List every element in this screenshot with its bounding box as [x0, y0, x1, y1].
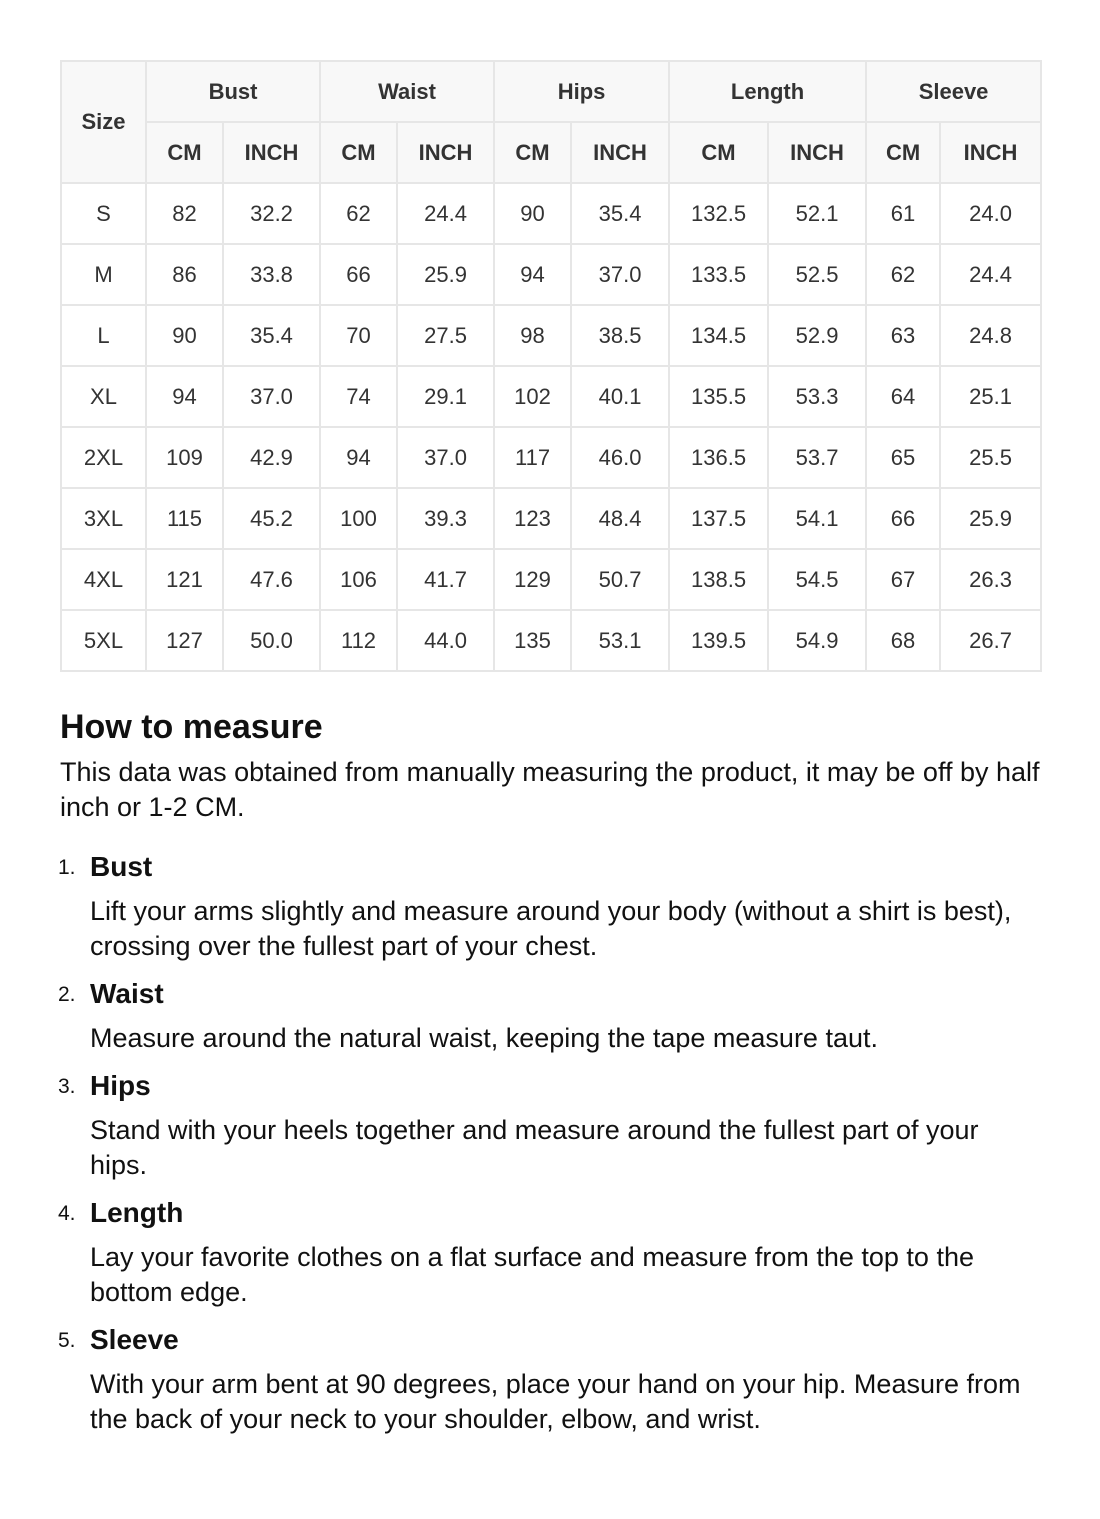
- table-row: [61, 610, 1041, 671]
- unit-header: INCH: [571, 122, 669, 183]
- unit-header: CM: [320, 122, 397, 183]
- measurement-cell: 94: [320, 427, 397, 488]
- measurement-cell: 50.0: [223, 610, 320, 671]
- measurement-cell: 40.1: [571, 366, 669, 427]
- measure-step-waist: [60, 978, 1040, 1056]
- measurement-cell: 112: [320, 610, 397, 671]
- measurement-cell: 48.4: [571, 488, 669, 549]
- measure-step-bust: [60, 851, 1040, 964]
- measurement-cell: 90: [146, 305, 223, 366]
- measurement-cell: 44.0: [397, 610, 494, 671]
- measurement-cell: 53.3: [768, 366, 866, 427]
- unit-header: CM: [146, 122, 223, 183]
- group-header-hips: Hips: [494, 61, 669, 122]
- table-body: [61, 183, 1041, 671]
- table-header: [61, 61, 1041, 183]
- measurement-cell: 37.0: [397, 427, 494, 488]
- measurement-cell: 42.9: [223, 427, 320, 488]
- measure-step-sleeve: [60, 1324, 1040, 1437]
- measurement-cell: 52.9: [768, 305, 866, 366]
- measurement-cell: 26.3: [940, 549, 1041, 610]
- measurement-cell: 129: [494, 549, 571, 610]
- size-cell: 4XL: [61, 549, 146, 610]
- group-header-waist: Waist: [320, 61, 494, 122]
- table-row: [61, 549, 1041, 610]
- measurement-cell: 25.9: [397, 244, 494, 305]
- measurement-cell: 25.1: [940, 366, 1041, 427]
- measurement-cell: 139.5: [669, 610, 768, 671]
- size-cell: 3XL: [61, 488, 146, 549]
- measurement-cell: 94: [494, 244, 571, 305]
- step-number: 2.: [58, 983, 76, 1006]
- table-row: [61, 427, 1041, 488]
- measurement-cell: 135: [494, 610, 571, 671]
- measurement-cell: 25.5: [940, 427, 1041, 488]
- header-group-row: [61, 61, 1041, 122]
- measurement-cell: 74: [320, 366, 397, 427]
- measurement-cell: 66: [866, 488, 940, 549]
- step-number: 4.: [58, 1202, 76, 1225]
- unit-header: INCH: [223, 122, 320, 183]
- measurement-cell: 38.5: [571, 305, 669, 366]
- measurement-cell: 24.4: [397, 183, 494, 244]
- measurement-cell: 27.5: [397, 305, 494, 366]
- measurement-cell: 63: [866, 305, 940, 366]
- measurement-cell: 47.6: [223, 549, 320, 610]
- measurement-cell: 52.5: [768, 244, 866, 305]
- measurement-cell: 132.5: [669, 183, 768, 244]
- step-title: Waist: [90, 978, 164, 1009]
- step-number: 1.: [58, 856, 76, 879]
- table-row: [61, 366, 1041, 427]
- measurement-cell: 137.5: [669, 488, 768, 549]
- group-header-length: Length: [669, 61, 866, 122]
- measurement-cell: 24.4: [940, 244, 1041, 305]
- measurement-cell: 54.1: [768, 488, 866, 549]
- group-header-bust: Bust: [146, 61, 320, 122]
- unit-header: INCH: [940, 122, 1041, 183]
- measurement-cell: 37.0: [223, 366, 320, 427]
- table-row: [61, 488, 1041, 549]
- measurement-cell: 45.2: [223, 488, 320, 549]
- size-cell: 5XL: [61, 610, 146, 671]
- table-row: [61, 305, 1041, 366]
- step-description: Measure around the natural waist, keeping the tape measure taut.: [90, 1023, 878, 1053]
- header-unit-row: [61, 122, 1041, 183]
- measurement-cell: 62: [866, 244, 940, 305]
- size-cell: 2XL: [61, 427, 146, 488]
- measurement-cell: 70: [320, 305, 397, 366]
- size-cell: L: [61, 305, 146, 366]
- table-row: [61, 183, 1041, 244]
- measurement-cell: 109: [146, 427, 223, 488]
- measurement-cell: 53.1: [571, 610, 669, 671]
- size-cell: XL: [61, 366, 146, 427]
- group-header-sleeve: Sleeve: [866, 61, 1041, 122]
- step-title: Sleeve: [90, 1324, 179, 1355]
- measurement-cell: 26.7: [940, 610, 1041, 671]
- measurement-cell: 46.0: [571, 427, 669, 488]
- measurement-cell: 52.1: [768, 183, 866, 244]
- measurement-cell: 100: [320, 488, 397, 549]
- size-cell: M: [61, 244, 146, 305]
- measurement-cell: 32.2: [223, 183, 320, 244]
- step-description: Stand with your heels together and measure around the fullest part of your hips.: [90, 1115, 979, 1180]
- measurement-cell: 29.1: [397, 366, 494, 427]
- measurement-cell: 66: [320, 244, 397, 305]
- size-cell: S: [61, 183, 146, 244]
- step-description: Lift your arms slightly and measure around your body (without a shirt is best), crossing over the fullest part of your chest.: [90, 896, 1012, 961]
- measurement-cell: 50.7: [571, 549, 669, 610]
- step-description: Lay your favorite clothes on a flat surface and measure from the top to the bottom edge.: [90, 1242, 974, 1307]
- measurement-cell: 138.5: [669, 549, 768, 610]
- how-to-measure-title: How to measure: [60, 708, 323, 746]
- measurement-cell: 121: [146, 549, 223, 610]
- measure-intro-text: This data was obtained from manually measuring the product, it may be off by half inch or 1-2 CM.: [60, 757, 1040, 822]
- measurement-cell: 61: [866, 183, 940, 244]
- measurement-cell: 39.3: [397, 488, 494, 549]
- measurement-cell: 133.5: [669, 244, 768, 305]
- size-chart-table: [60, 60, 1042, 672]
- measurement-cell: 94: [146, 366, 223, 427]
- measurement-cell: 134.5: [669, 305, 768, 366]
- step-description: With your arm bent at 90 degrees, place your hand on your hip. Measure from the back of your neck to your shoulder, elbow, and wrist.: [90, 1369, 1021, 1434]
- measurement-cell: 35.4: [571, 183, 669, 244]
- size-column-header: Size: [61, 61, 146, 183]
- step-title: Length: [90, 1197, 184, 1228]
- measurement-cell: 90: [494, 183, 571, 244]
- measurement-cell: 25.9: [940, 488, 1041, 549]
- measurement-cell: 53.7: [768, 427, 866, 488]
- measurement-cell: 98: [494, 305, 571, 366]
- measurement-cell: 123: [494, 488, 571, 549]
- measurement-cell: 117: [494, 427, 571, 488]
- measurement-cell: 67: [866, 549, 940, 610]
- measure-step-length: [60, 1197, 1040, 1310]
- step-title: Hips: [90, 1070, 151, 1101]
- measurement-cell: 115: [146, 488, 223, 549]
- unit-header: INCH: [768, 122, 866, 183]
- unit-header: CM: [494, 122, 571, 183]
- measurement-cell: 64: [866, 366, 940, 427]
- measurement-cell: 41.7: [397, 549, 494, 610]
- measure-step-hips: [60, 1070, 1040, 1183]
- unit-header: CM: [669, 122, 768, 183]
- measurement-cell: 33.8: [223, 244, 320, 305]
- measurement-cell: 136.5: [669, 427, 768, 488]
- measurement-cell: 102: [494, 366, 571, 427]
- measurement-cell: 82: [146, 183, 223, 244]
- measurement-cell: 62: [320, 183, 397, 244]
- unit-header: INCH: [397, 122, 494, 183]
- measurement-cell: 127: [146, 610, 223, 671]
- step-number: 3.: [58, 1075, 76, 1098]
- measurement-cell: 24.8: [940, 305, 1041, 366]
- table-row: [61, 244, 1041, 305]
- measurement-cell: 135.5: [669, 366, 768, 427]
- step-number: 5.: [58, 1329, 76, 1352]
- step-title: Bust: [90, 851, 153, 882]
- size-guide: [60, 60, 1040, 1451]
- measurement-cell: 24.0: [940, 183, 1041, 244]
- measurement-cell: 54.5: [768, 549, 866, 610]
- measurement-cell: 68: [866, 610, 940, 671]
- measurement-cell: 54.9: [768, 610, 866, 671]
- measurement-cell: 35.4: [223, 305, 320, 366]
- measurement-cell: 65: [866, 427, 940, 488]
- unit-header: CM: [866, 122, 940, 183]
- measure-steps-list: [60, 851, 1040, 1437]
- measurement-cell: 37.0: [571, 244, 669, 305]
- measurement-cell: 106: [320, 549, 397, 610]
- measurement-cell: 86: [146, 244, 223, 305]
